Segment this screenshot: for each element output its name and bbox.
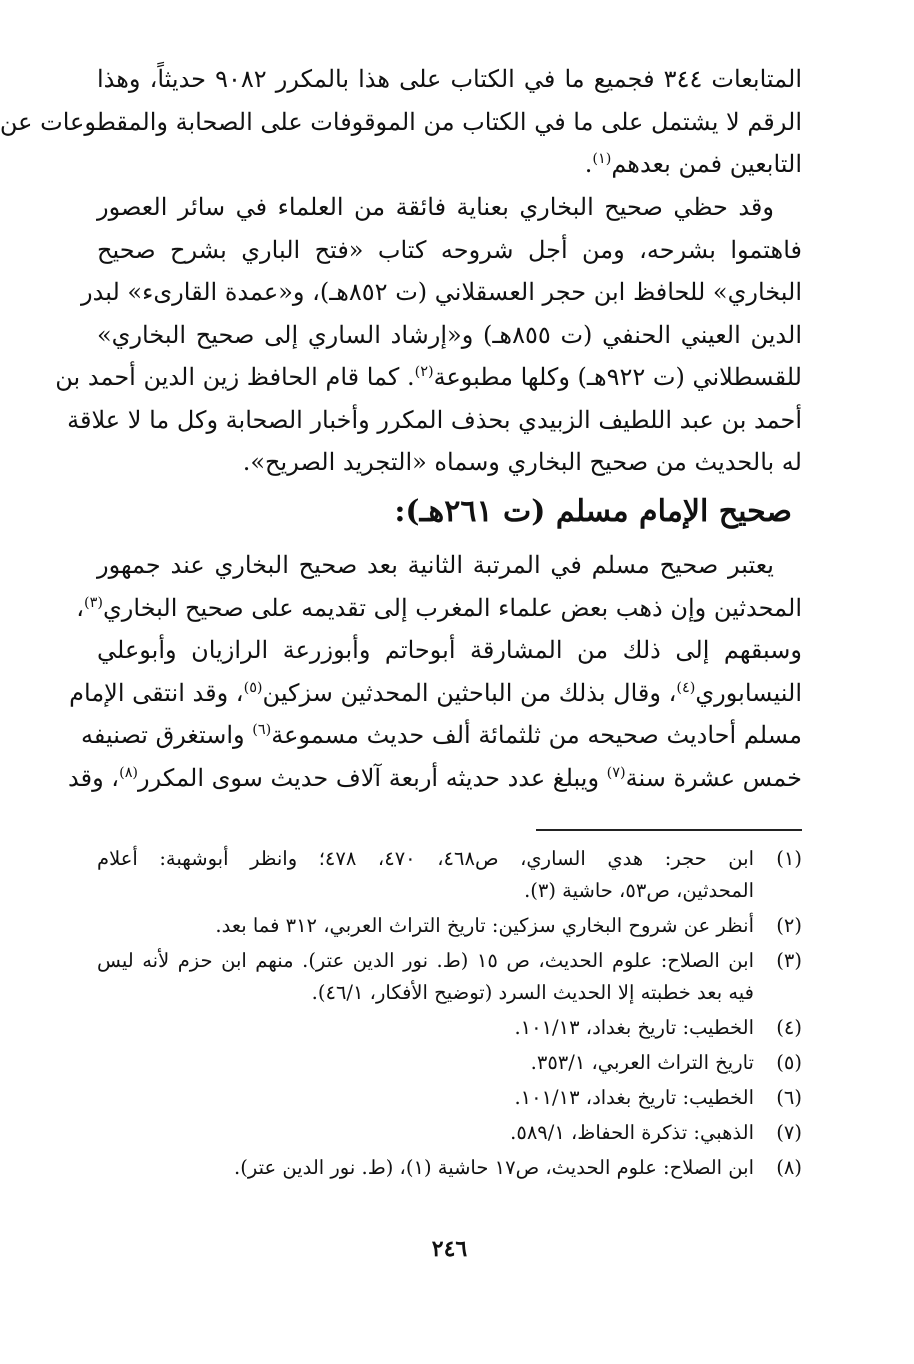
footnote-line: الخطيب: تاريخ بغداد، ١٠١/١٣.	[514, 1016, 754, 1039]
text-segment: النيسابوري	[695, 678, 802, 707]
footnote-ref: (٣)	[84, 594, 103, 611]
text-line: أحمد بن عبد اللطيف الزبيدي بحذف المكرر وأخبار الصحابة وكل ما لا علاقة	[67, 405, 802, 434]
footnote-number: (٢)	[776, 914, 802, 937]
text-line	[97, 143, 802, 186]
footnote-ref: (٥)	[243, 679, 263, 696]
footnote-number: (١)	[776, 847, 802, 870]
text-line: الرقم لا يشتمل على ما في الكتاب من الموقوفات على الصحابة والمقطوعات عن	[0, 107, 802, 136]
text-line: فاهتموا بشرحه، ومن أجل شروحه كتاب «فتح الباري بشرح صحيح	[97, 235, 802, 264]
footnote-text	[97, 945, 766, 1009]
text-segment: ، وقد انتقى الإمام	[69, 678, 244, 707]
paragraph-2	[55, 186, 803, 484]
footnote-number: (٧)	[776, 1121, 802, 1144]
footnote-ref: (١)	[592, 151, 612, 167]
text-line	[55, 356, 802, 399]
footnote-ref: (٢)	[414, 364, 434, 380]
footnote-text	[97, 1012, 766, 1044]
text-segment: التابعين فمن بعدهم	[611, 150, 802, 178]
footnote-number: (٥)	[776, 1051, 802, 1074]
text-segment: ، وقال بذلك من الباحثين المحدثين سزكين	[262, 678, 677, 707]
footnote-text	[97, 1047, 766, 1079]
text-line: له بالحديث من صحيح البخاري وسماه «التجريد الصريح».	[242, 448, 802, 476]
footnote-number: (٦)	[776, 1086, 802, 1109]
footnote-7	[97, 1117, 802, 1149]
text-line: يعتبر صحيح مسلم في المرتبة الثانية بعد صحيح البخاري عند جمهور	[97, 551, 774, 579]
paragraph-1	[0, 58, 803, 186]
text-line: الدين العيني الحنفي (ت ٨٥٥هـ) و«إرشاد الساري إلى صحيح البخاري»	[97, 320, 803, 349]
footnote-text	[97, 910, 766, 942]
footnote-line: الخطيب: تاريخ بغداد، ١٠١/١٣.	[514, 1086, 754, 1109]
text-line	[76, 587, 802, 630]
text-segment: واستغرق تصنيفه	[80, 721, 253, 749]
footnote-line: تاريخ التراث العربي، ٣٥٣/١.	[530, 1051, 754, 1074]
text-line	[69, 672, 802, 715]
footnote-line: ابن حجر: هدي الساري، ص٤٦٨، ٤٧٠، ٤٧٨؛ وانظر أبوشهبة: أعلام	[97, 847, 754, 870]
page-number: ٢٤٦	[431, 1236, 468, 1262]
footnote-8	[97, 1152, 802, 1184]
footnote-ref: (٦)	[252, 722, 272, 738]
text-line: وقد حظي صحيح البخاري بعناية فائقة من العلماء في سائر العصور	[97, 193, 774, 221]
footnote-6	[97, 1082, 802, 1114]
footnote-ref: (٨)	[119, 764, 139, 781]
footnote-line: المحدثين، ص٥٣، حاشية (٣).	[524, 879, 754, 902]
text-line: البخاري» للحافظ ابن حجر العسقلاني (ت ٨٥٢هـ)، و«عمدة القارىء» لبدر	[81, 278, 802, 306]
text-line	[80, 714, 802, 757]
text-line: وسبقهم إلى ذلك من المشارقة أبوحاتم وأبوزرعة الرازيان وأبوعلي	[97, 636, 802, 664]
footnote-4	[97, 1012, 802, 1044]
text-segment: ،	[76, 593, 85, 622]
footnote-divider	[536, 829, 802, 831]
footnote-text	[97, 843, 766, 907]
footnote-line: ابن الصلاح: علوم الحديث، ص ١٥ (ط. نور الدين عتر). منهم ابن حزم لأنه ليس	[97, 949, 754, 972]
text-segment: للقسطلاني (ت ٩٢٢هـ) وكلها مطبوعة	[433, 363, 802, 391]
text-line: المتابعات ٣٤٤ فجميع ما في الكتاب على هذا بالمكرر ٩٠٨٢ حديثاً، وهذا	[97, 65, 803, 93]
text-segment: ، وقد	[68, 763, 120, 792]
text-segment: . كما قام الحافظ زين الدين أحمد بن	[55, 363, 415, 391]
footnote-2	[97, 910, 802, 942]
footnote-3	[97, 945, 802, 1009]
footnote-text	[97, 1152, 766, 1184]
footnote-5	[97, 1047, 802, 1079]
section-heading: صحيح الإمام مسلم (ت ٢٦١هـ):	[394, 494, 792, 529]
footnote-line: فيه بعد خطبته إلا الحديث السرد (توضيح الأفكار، ٤٦/١).	[311, 981, 754, 1004]
text-line	[68, 757, 802, 800]
footnote-number: (٣)	[776, 949, 802, 972]
footnote-ref: (٤)	[676, 679, 696, 696]
text-segment: خمس عشرة سنة	[625, 763, 802, 792]
footnote-text	[97, 1117, 766, 1149]
footnote-number: (٨)	[776, 1156, 802, 1179]
footnote-1	[97, 843, 802, 907]
footnote-number: (٤)	[776, 1016, 802, 1039]
text-segment: المحدثين وإن ذهب بعض علماء المغرب إلى تقديمه على صحيح البخاري	[103, 593, 802, 622]
footnote-line: ابن الصلاح: علوم الحديث، ص١٧ حاشية (١)، (ط. نور الدين عتر).	[234, 1156, 754, 1179]
footnote-ref: (٧)	[606, 764, 626, 781]
paragraph-3	[68, 544, 802, 799]
footnote-line: الذهبي: تذكرة الحفاظ، ٥٨٩/١.	[510, 1121, 754, 1144]
text-segment: .	[584, 150, 593, 178]
text-segment: مسلم أحاديث صحيحه من ثلثمائة ألف حديث مسموعة	[271, 721, 802, 749]
footnotes	[97, 843, 802, 1187]
footnote-line: أنظر عن شروح البخاري سزكين: تاريخ التراث العربي، ٣١٢ فما بعد.	[215, 914, 754, 937]
text-segment: ويبلغ عدد حديثه أربعة آلاف حديث سوى المكرر	[138, 763, 607, 792]
footnote-text	[97, 1082, 766, 1114]
